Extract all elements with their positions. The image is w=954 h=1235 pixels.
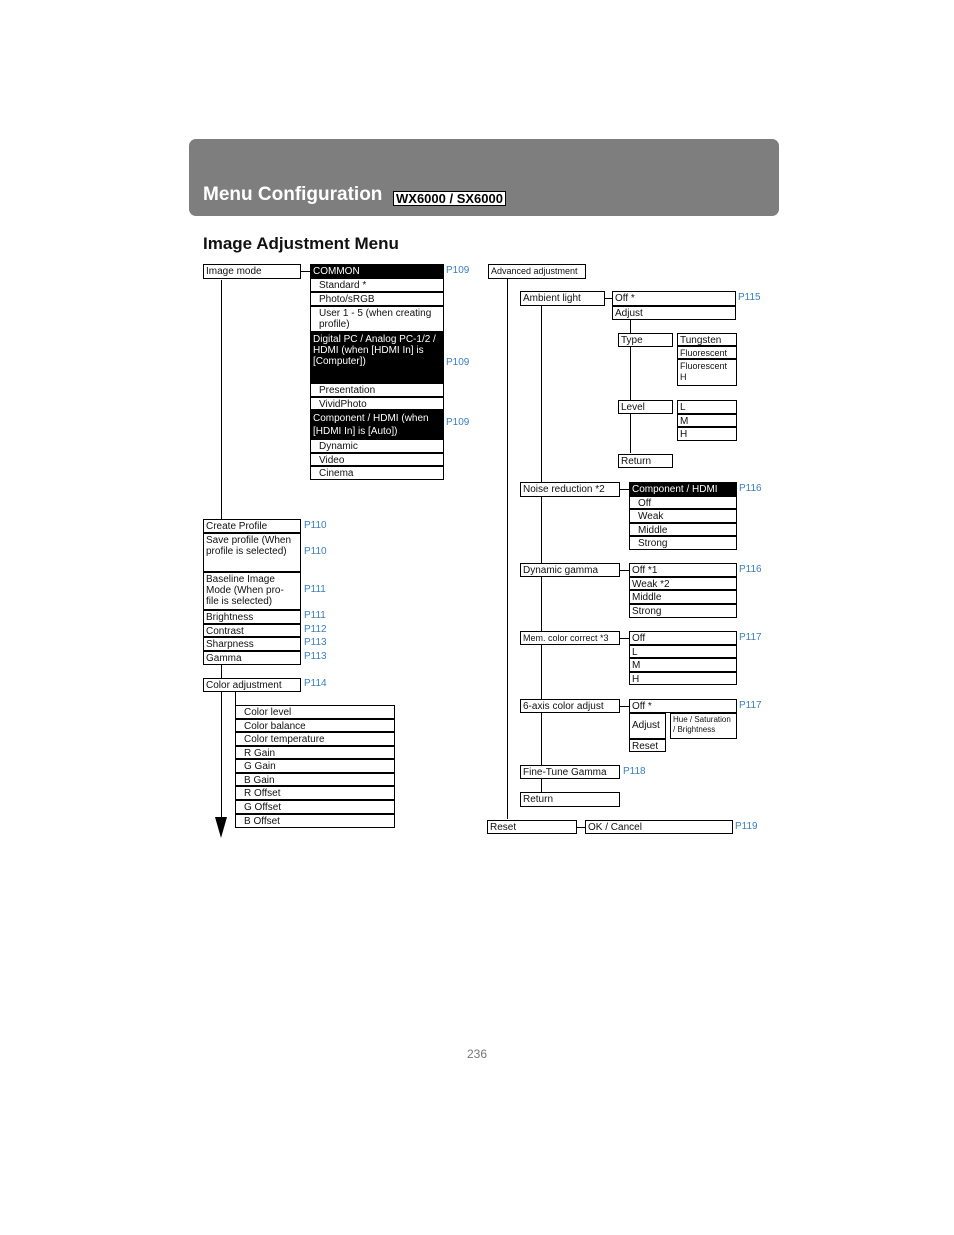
page-ref-link[interactable]: P113: [304, 651, 327, 662]
return-inner-item: Return: [618, 454, 673, 468]
page-ref-link[interactable]: P116: [739, 483, 762, 494]
mem-color-h: H: [629, 672, 737, 685]
option-presentation: Presentation: [310, 383, 444, 397]
type-tungsten: Tungsten: [677, 333, 737, 346]
noise-component-hdmi: Component / HDMI: [629, 482, 737, 496]
g-gain-item: G Gain: [235, 759, 395, 773]
page-ref-link[interactable]: P111: [304, 610, 326, 621]
noise-weak: Weak: [629, 509, 737, 523]
type-fluorescent: Fluorescent: [677, 346, 737, 359]
save-profile-item: Save profile (When profile is selected): [203, 533, 301, 572]
create-profile-item: Create Profile: [203, 519, 301, 533]
page-ref-link[interactable]: P110: [304, 520, 327, 531]
advanced-adjustment-item: Advanced adjustment: [488, 264, 586, 279]
option-vividphoto: VividPhoto: [310, 397, 444, 410]
page-title: Menu Configuration: [203, 184, 383, 205]
six-axis-adjust: Adjust: [629, 713, 666, 739]
option-standard: Standard *: [310, 278, 444, 292]
right-trunk-line: [507, 279, 508, 819]
connector-line: [620, 706, 629, 707]
color-temperature-item: Color temperature: [235, 732, 395, 746]
contrast-item: Contrast: [203, 624, 301, 637]
option-dynamic: Dynamic: [310, 439, 444, 453]
baseline-image-mode-item: Baseline Image Mode (When pro- file is selected): [203, 572, 301, 610]
connector-line: [620, 489, 629, 490]
component-group: Component / HDMI (when [HDMI In] is [Auto]): [310, 410, 444, 439]
brightness-item: Brightness: [203, 610, 301, 624]
noise-off: Off: [629, 496, 737, 509]
section-title: Image Adjustment Menu: [203, 234, 399, 253]
noise-strong: Strong: [629, 536, 737, 550]
gamma-item: Gamma: [203, 651, 301, 665]
dyn-gamma-strong: Strong: [629, 604, 737, 618]
six-axis-off: Off *: [629, 699, 737, 713]
model-badge: WX6000 / SX6000: [393, 191, 506, 206]
r-gain-item: R Gain: [235, 746, 395, 759]
connector-line: [301, 271, 310, 272]
mem-color-off: Off: [629, 631, 737, 645]
ambient-light-item: Ambient light: [520, 291, 605, 306]
color-adjustment-item: Color adjustment: [203, 678, 301, 692]
six-axis-hue-sat-bright: Hue / Saturation / Brightness: [670, 713, 737, 739]
connector-line: [620, 638, 629, 639]
color-level-item: Color level: [235, 705, 395, 719]
page-ref-link[interactable]: P112: [304, 624, 327, 635]
reset-item: Reset: [487, 820, 577, 834]
page-ref-link[interactable]: P109: [446, 417, 470, 428]
type-item: Type: [618, 333, 673, 347]
b-gain-item: B Gain: [235, 773, 395, 786]
ambient-off-option: Off *: [612, 291, 736, 306]
fine-tune-gamma-item: Fine-Tune Gamma: [520, 765, 620, 779]
page-ref-link[interactable]: P110: [304, 546, 327, 557]
page-ref-link[interactable]: P117: [739, 632, 762, 643]
image-mode-item: Image mode: [203, 264, 301, 279]
page-ref-link[interactable]: P117: [739, 700, 762, 711]
return-outer-item: Return: [520, 792, 620, 807]
digital-group: Digital PC / Analog PC-1/2 / HDMI (when [HDMI In] is [Computer]): [310, 332, 444, 383]
ambient-adjust-option: Adjust: [612, 306, 736, 320]
page-ref-link[interactable]: P114: [304, 678, 327, 689]
page-number: 236: [466, 1047, 488, 1061]
page-ref-link[interactable]: P109: [446, 357, 470, 368]
six-axis-reset: Reset: [629, 739, 666, 752]
connector-line: [605, 298, 612, 299]
dyn-gamma-off: Off *1: [629, 563, 737, 577]
option-video: Video: [310, 453, 444, 466]
sharpness-item: Sharpness: [203, 637, 301, 651]
ok-cancel-item: OK / Cancel: [585, 820, 733, 834]
dynamic-gamma-item: Dynamic gamma: [520, 563, 620, 577]
page-ref-link[interactable]: P111: [304, 584, 326, 595]
page-header: [189, 139, 779, 216]
noise-middle: Middle: [629, 523, 737, 536]
mem-color-correct-item: Mem. color correct *3: [520, 631, 620, 645]
option-photo-srgb: Photo/sRGB: [310, 292, 444, 306]
level-m: M: [677, 414, 737, 427]
option-user: User 1 - 5 (when creating profile): [310, 306, 444, 332]
common-group: COMMON: [310, 264, 444, 278]
r-offset-item: R Offset: [235, 786, 395, 800]
g-offset-item: G Offset: [235, 800, 395, 814]
mem-color-l: L: [629, 645, 737, 658]
connector-line: [620, 570, 629, 571]
page-ref-link[interactable]: P113: [304, 637, 327, 648]
level-item: Level: [618, 400, 673, 414]
level-l: L: [677, 400, 737, 414]
noise-reduction-item: Noise reduction *2: [520, 482, 620, 497]
color-balance-item: Color balance: [235, 719, 395, 732]
type-fluorescent-h: Fluorescent H: [677, 359, 737, 386]
dyn-gamma-middle: Middle: [629, 590, 737, 604]
level-h: H: [677, 427, 737, 441]
mem-color-m: M: [629, 658, 737, 672]
page-ref-link[interactable]: P118: [623, 766, 646, 777]
page-ref-link[interactable]: P109: [446, 265, 470, 276]
continue-arrow: [215, 817, 227, 838]
advanced-branch-line: [541, 305, 542, 792]
page-ref-link[interactable]: P116: [739, 564, 762, 575]
b-offset-item: B Offset: [235, 814, 395, 828]
connector-line: [577, 827, 585, 828]
page-ref-link[interactable]: P115: [738, 292, 761, 303]
dyn-gamma-weak: Weak *2: [629, 577, 737, 590]
page-ref-link[interactable]: P119: [735, 821, 758, 832]
option-cinema: Cinema: [310, 466, 444, 480]
six-axis-color-item: 6-axis color adjust: [520, 699, 620, 713]
